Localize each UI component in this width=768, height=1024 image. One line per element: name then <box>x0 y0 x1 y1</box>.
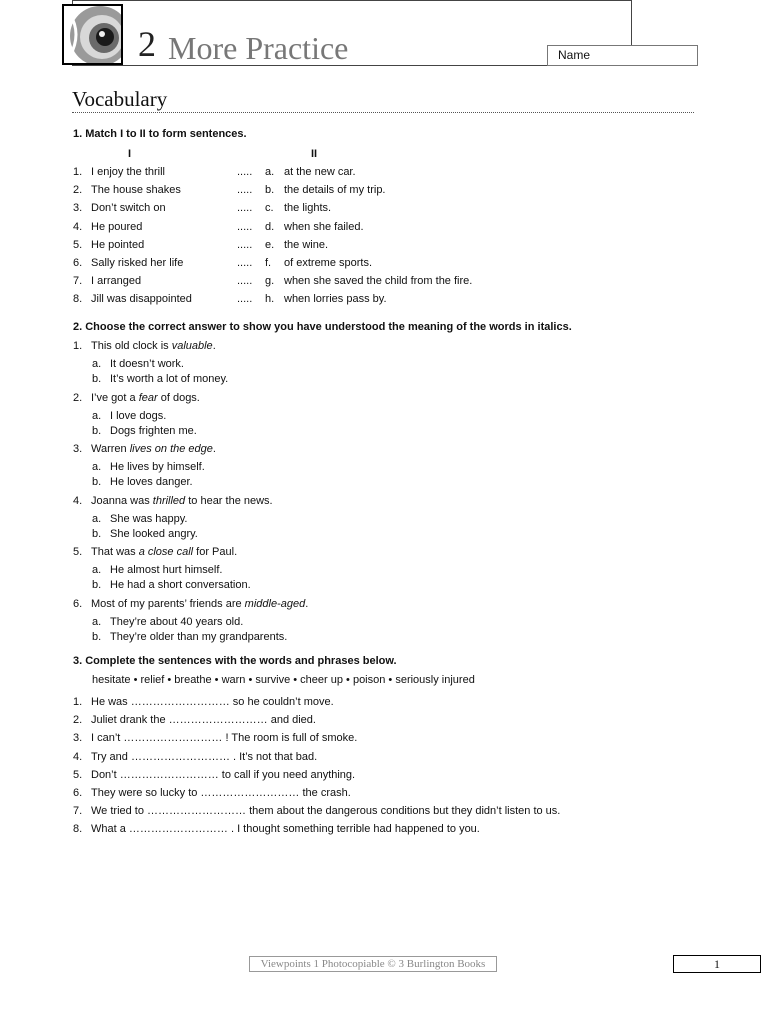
item-number: 7. <box>73 805 83 818</box>
match-left-text: I arranged <box>91 275 142 288</box>
item-number: 1. <box>73 166 83 178</box>
answer-blank: ..... <box>237 220 253 233</box>
match-letter: h. <box>265 293 275 306</box>
option-a-text: He lives by himself. <box>110 461 205 473</box>
italic-phrase: lives on the edge <box>129 443 213 455</box>
option-a-text: I love dogs. <box>110 409 167 422</box>
item-number: 2. <box>73 184 83 197</box>
answer-blank: ..... <box>237 202 253 215</box>
match-left-text: Sally risked her life <box>91 257 184 269</box>
footer-credit: Viewpoints 1 Photocopiable © 3 Burlington Books <box>249 956 497 972</box>
item-number: 2. <box>73 714 83 727</box>
column-ii-header: II <box>311 148 318 160</box>
answer-blank: ..... <box>237 275 253 288</box>
question-number: 6. <box>73 597 83 610</box>
question-text: I’ve got a fear of dogs. <box>91 391 200 404</box>
exercise1-instruction: 1. Match I to II to form sentences. <box>73 128 247 140</box>
page-title: More Practice <box>168 30 349 66</box>
option-b-text: She looked angry. <box>110 527 198 540</box>
match-right-text: the details of my trip. <box>284 184 386 197</box>
item-number: 5. <box>73 768 83 781</box>
match-letter: e. <box>265 238 275 251</box>
item-number: 6. <box>73 257 83 269</box>
option-b-label: b. <box>92 527 102 540</box>
option-a-text: They’re about 40 years old. <box>110 615 244 628</box>
option-a-text: She was happy. <box>110 512 188 525</box>
match-left-text: I enjoy the thrill <box>91 166 165 178</box>
sentence-text: They were so lucky to ……………………… the crash. <box>91 787 351 799</box>
item-number: 7. <box>73 275 83 288</box>
exercise3-instruction: 3. Complete the sentences with the words and phrases below. <box>73 655 397 667</box>
question-text: Warren lives on the edge. <box>91 443 216 455</box>
question-text: This old clock is valuable. <box>91 340 216 352</box>
section-divider <box>72 112 694 113</box>
match-letter: f. <box>265 257 272 269</box>
option-a-text: It doesn’t work. <box>110 358 184 370</box>
option-a-label: a. <box>92 615 102 628</box>
match-letter: c. <box>265 202 274 215</box>
item-number: 8. <box>73 823 83 836</box>
eye-logo-icon <box>62 4 123 65</box>
italic-phrase: valuable <box>171 340 213 352</box>
match-right-text: when she saved the child from the fire. <box>284 275 473 288</box>
match-left-text: He poured <box>91 220 143 233</box>
option-b-label: b. <box>92 579 102 591</box>
name-field[interactable] <box>547 45 698 66</box>
exercise2-instruction: 2. Choose the correct answer to show you have understood the meaning of the words in italics. <box>73 321 572 333</box>
answer-blank: ..... <box>237 184 253 197</box>
answer-blank: ..... <box>237 293 253 306</box>
question-number: 3. <box>73 443 83 455</box>
match-letter: a. <box>265 166 275 178</box>
answer-blank: ..... <box>237 257 253 269</box>
word-bank: hesitate • relief • breathe • warn • survive • cheer up • poison • seriously injured <box>92 674 475 686</box>
item-number: 1. <box>73 696 83 708</box>
answer-blank: ..... <box>237 238 253 251</box>
italic-phrase: fear <box>138 391 158 404</box>
question-number: 1. <box>73 340 83 352</box>
match-right-text: at the new car. <box>284 166 356 178</box>
item-number: 8. <box>73 293 83 306</box>
header-frame-top <box>72 0 632 1</box>
unit-number: 2 <box>138 24 156 64</box>
question-text: Most of my parents’ friends are middle-aged. <box>91 597 309 610</box>
sentence-text: What a ……………………… . I thought something terrible had happened to you. <box>91 823 480 836</box>
item-number: 4. <box>73 220 83 233</box>
option-a-label: a. <box>92 512 102 525</box>
name-label: Name <box>558 48 591 62</box>
item-number: 3. <box>73 732 83 745</box>
italic-phrase: middle-aged <box>244 597 306 610</box>
option-b-text: Dogs frighten me. <box>110 424 197 437</box>
italic-phrase: a close call <box>138 546 194 558</box>
italic-phrase: thrilled <box>152 494 186 507</box>
match-right-text: of extreme sports. <box>284 257 373 269</box>
option-b-text: They’re older than my grandparents. <box>110 630 288 643</box>
match-left-text: He pointed <box>91 238 145 251</box>
column-i-header: I <box>128 148 132 160</box>
match-right-text: the wine. <box>284 238 329 251</box>
section-title: Vocabulary <box>72 87 168 111</box>
sentence-text: He was ……………………… so he couldn’t move. <box>91 696 334 708</box>
sentence-text: Try and ……………………… . It’s not that bad. <box>91 750 318 763</box>
question-number: 5. <box>73 546 83 558</box>
option-a-label: a. <box>92 461 102 473</box>
sentence-text: Don’t ……………………… to call if you need anything. <box>91 768 356 781</box>
answer-blank: ..... <box>237 166 253 178</box>
match-letter: b. <box>265 184 275 197</box>
match-right-text: when lorries pass by. <box>284 293 387 306</box>
item-number: 4. <box>73 750 83 763</box>
page-number: 1 <box>673 955 761 973</box>
question-number: 4. <box>73 494 83 507</box>
option-b-text: He loves danger. <box>110 476 193 488</box>
option-a-label: a. <box>92 358 102 370</box>
match-letter: g. <box>265 275 275 288</box>
option-b-label: b. <box>92 630 102 643</box>
match-left-text: Jill was disappointed <box>91 293 192 306</box>
sentence-text: I can’t ……………………… ! The room is full of smoke. <box>91 732 358 745</box>
question-text: That was a close call for Paul. <box>91 546 238 558</box>
item-number: 3. <box>73 202 83 215</box>
match-left-text: The house shakes <box>91 184 181 197</box>
match-left-text: Don’t switch on <box>91 202 166 215</box>
option-b-label: b. <box>92 424 102 437</box>
sentence-text: We tried to ……………………… them about the dangerous conditions but they didn’t listen to us. <box>91 805 561 818</box>
question-number: 2. <box>73 391 83 404</box>
option-a-label: a. <box>92 564 102 576</box>
option-b-label: b. <box>92 476 102 488</box>
sentence-text: Juliet drank the ……………………… and died. <box>91 714 316 727</box>
option-b-text: He had a short conversation. <box>110 579 251 591</box>
item-number: 6. <box>73 787 83 799</box>
option-a-label: a. <box>92 409 102 422</box>
item-number: 5. <box>73 238 83 251</box>
option-b-label: b. <box>92 373 102 385</box>
match-right-text: when she failed. <box>284 220 364 233</box>
option-a-text: He almost hurt himself. <box>110 564 223 576</box>
option-b-text: It’s worth a lot of money. <box>110 373 229 385</box>
question-text: Joanna was thrilled to hear the news. <box>91 494 273 507</box>
match-right-text: the lights. <box>284 202 332 215</box>
match-letter: d. <box>265 220 275 233</box>
